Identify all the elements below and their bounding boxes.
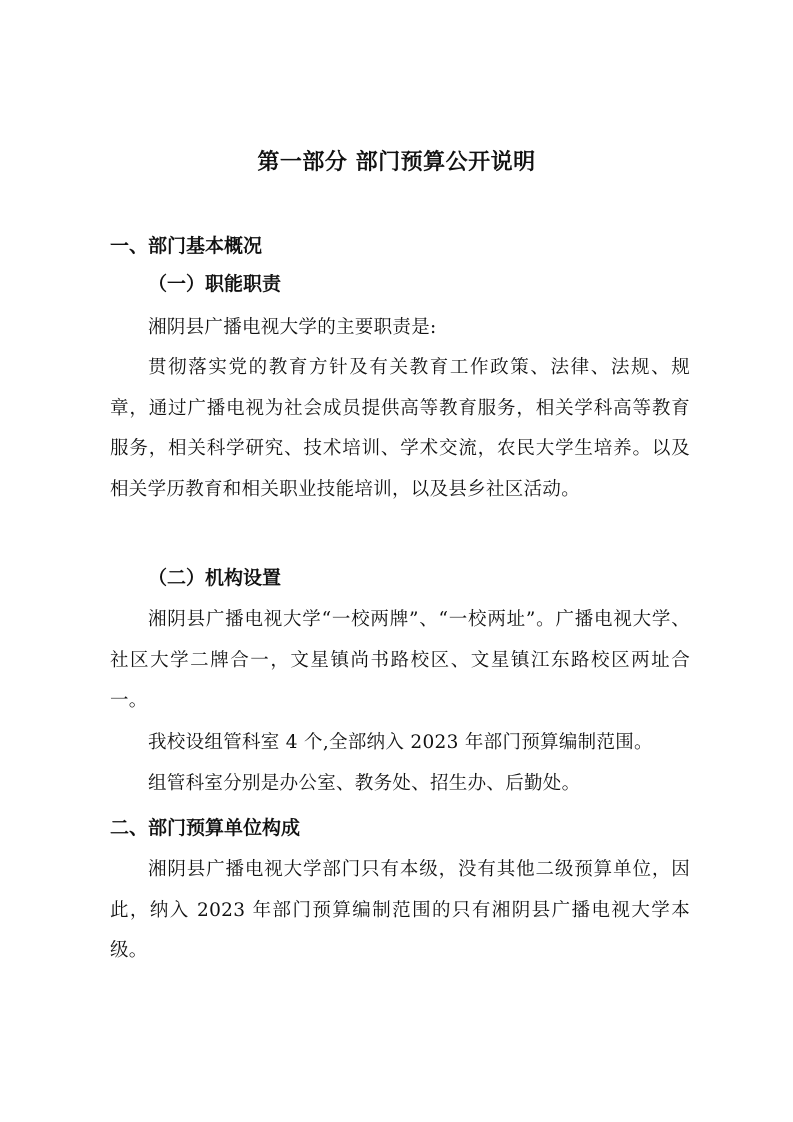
section-heading-budget-units: 二、部门预算单位构成 [110,817,301,839]
organization-line-offices-list: 组管科室分别是办公室、教务处、招生办、后勤处。 [148,773,581,794]
duties-paragraph: 贯彻落实党的教育方针及有关教育工作政策、法律、法规、规章，通过广播电视为社会成员提供高等教育服务，相关学科高等教育服务，相关科学研究、技术培训、学术交流，农民大学生培养。以及相关学历教育和相关职业技能培训，以及县乡社区活动。 [110,357,690,500]
subsection-heading-duties: （一）职能职责 [148,273,282,295]
budget-units-paragraph: 湘阴县广播电视大学部门只有本级，没有其他二级预算单位，因此，纳入 2023 年部门预算编制范围的只有湘阴县广播电视大学本级。 [110,859,690,962]
section-heading-basic-overview: 一、部门基本概况 [110,235,263,257]
subsection-heading-organization: （二）机构设置 [148,567,282,589]
page-title: 第一部分 部门预算公开说明 [257,150,536,175]
duties-intro: 湘阴县广播电视大学的主要职责是: [148,317,437,338]
organization-line-offices-count: 我校设组管科室 4 个,全部纳入 2023 年部门预算编制范围。 [148,732,653,753]
organization-paragraph: 湘阴县广播电视大学“一校两牌”、“一校两址”。广播电视大学、社区大学二牌合一，文星镇尚书路校区、文星镇江东路校区两址合一。 [110,609,690,712]
